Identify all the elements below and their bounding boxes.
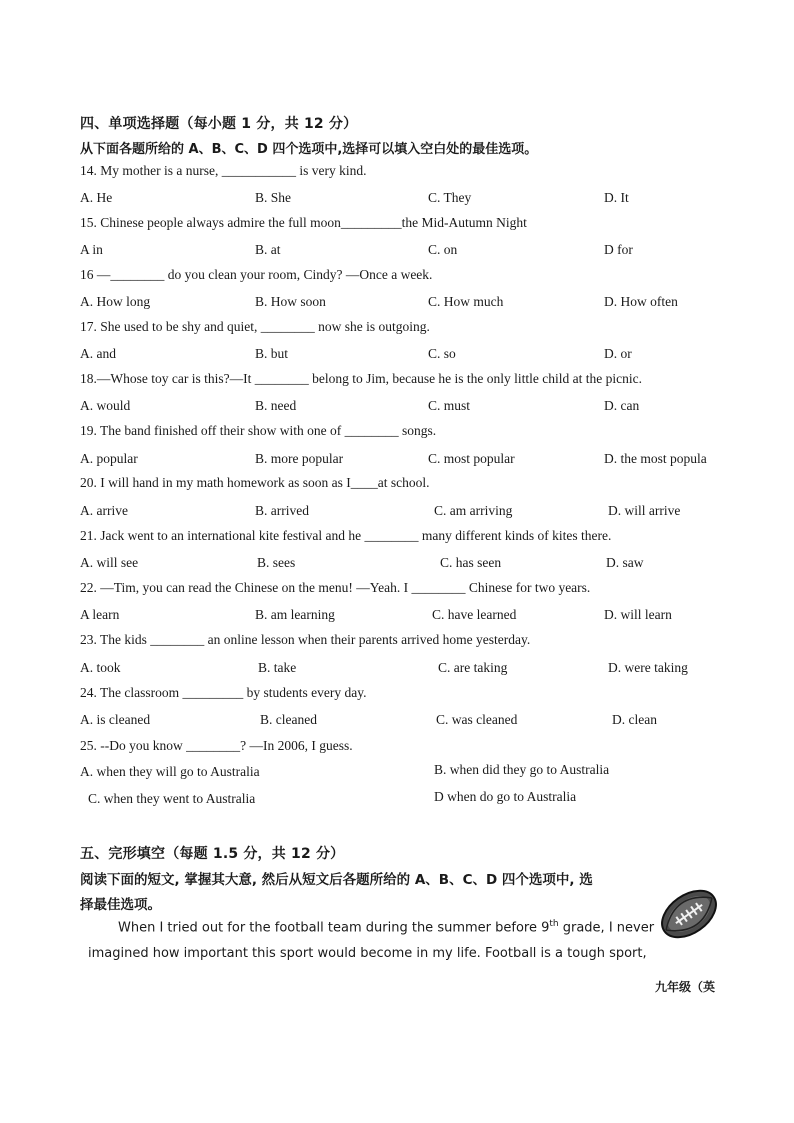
option-14-d: D. It [604, 190, 629, 205]
option-17-a: A. and [80, 346, 116, 361]
option-20-c: C. am arriving [434, 503, 513, 518]
option-16-a: A. How long [80, 294, 151, 309]
question-stem-14: 14. My mother is a nurse, ___________ is very kind. [80, 163, 367, 178]
passage-line-1a: When I tried out for the football team during the summer before 9 [118, 920, 550, 936]
option-17-c: C. so [428, 346, 456, 361]
question-stem-16: 16 —________ do you clean your room, Cindy? —Once a week. [80, 267, 433, 282]
passage-line-1 [118, 919, 654, 935]
section5-instruction-line1: 阅读下面的短文, 掌握其大意, 然后从短文后各题所给的 A、B、C、D 四个选项中, 选 [80, 872, 593, 888]
option-25-d: D when do go to Australia [434, 789, 577, 804]
section5-heading: 五、完形填空（每题 1.5 分，共 12 分） [80, 846, 345, 862]
question-stem-21: 21. Jack went to an international kite festival and he ________ many different kinds of kites there. [80, 528, 612, 543]
option-20-d: D. will arrive [608, 503, 681, 518]
option-21-b: B. sees [257, 555, 296, 570]
option-25-a: A. when they will go to Australia [80, 764, 260, 779]
section4-instruction: 从下面各题所给的 A、B、C、D 四个选项中,选择可以填入空白处的最佳选项。 [80, 142, 538, 157]
option-19-d: D. the most popula [604, 451, 707, 466]
option-22-c: C. have learned [432, 607, 517, 622]
passage-line-1b: grade, I never [558, 920, 655, 936]
option-22-d: D. will learn [604, 607, 672, 622]
question-stem-15: 15. Chinese people always admire the full moon_________the Mid-Autumn Night [80, 215, 527, 230]
option-19-a: A. popular [80, 451, 138, 466]
option-25-b: B. when did they go to Australia [434, 762, 610, 777]
section5-instruction-line2: 择最佳选项。 [80, 897, 161, 913]
option-21-c: C. has seen [440, 555, 502, 570]
option-23-b: B. take [258, 660, 297, 675]
option-14-c: C. They [428, 190, 472, 205]
option-21-a: A. will see [80, 555, 139, 570]
passage-superscript: th [549, 919, 559, 929]
option-24-c: C. was cleaned [436, 712, 518, 727]
question-stem-19: 19. The band finished off their show with one of ________ songs. [80, 423, 437, 438]
passage-line-2: imagined how important this sport would become in my life. Football is a tough sport, [88, 946, 647, 961]
option-18-b: B. need [255, 398, 297, 413]
option-22-b: B. am learning [255, 607, 335, 622]
option-24-b: B. cleaned [260, 712, 317, 727]
option-15-d: D for [604, 242, 633, 257]
football-icon [655, 880, 723, 948]
option-16-d: D. How often [604, 294, 678, 309]
question-stem-22: 22. —Tim, you can read the Chinese on the menu! —Yeah. I ________ Chinese for two years. [80, 580, 591, 595]
option-18-d: D. can [604, 398, 640, 413]
option-21-d: D. saw [606, 555, 644, 570]
option-23-c: C. are taking [438, 660, 508, 675]
question-stem-17: 17. She used to be shy and quiet, ________ now she is outgoing. [80, 319, 430, 334]
question-stem-20: 20. I will hand in my math homework as soon as I____at school. [80, 475, 430, 490]
option-23-d: D. were taking [608, 660, 688, 675]
option-22-a: A learn [80, 607, 120, 622]
option-16-c: C. How much [428, 294, 504, 309]
footer-label: 九年级（英 [655, 980, 716, 994]
option-19-c: C. most popular [428, 451, 515, 466]
option-17-b: B. but [255, 346, 289, 361]
question-stem-25: 25. --Do you know ________? —In 2006, I guess. [80, 738, 353, 753]
option-25-c: C. when they went to Australia [88, 791, 256, 806]
option-18-a: A. would [80, 398, 131, 413]
question-stem-24: 24. The classroom _________ by students every day. [80, 685, 367, 700]
option-19-b: B. more popular [255, 451, 344, 466]
option-16-b: B. How soon [255, 294, 326, 309]
option-24-a: A. is cleaned [80, 712, 151, 727]
section4-heading: 四、单项选择题（每小题 1 分，共 12 分） [80, 116, 358, 132]
question-stem-18: 18.—Whose toy car is this?—It ________ belong to Jim, because he is the only little child at the picnic. [80, 371, 643, 386]
option-20-b: B. arrived [255, 503, 309, 518]
option-18-c: C. must [428, 398, 471, 413]
option-14-b: B. She [255, 190, 292, 205]
option-14-a: A. He [80, 190, 113, 205]
question-stem-23: 23. The kids ________ an online lesson when their parents arrived home yesterday. [80, 632, 531, 647]
option-20-a: A. arrive [80, 503, 128, 518]
option-15-a: A in [80, 242, 103, 257]
option-24-d: D. clean [612, 712, 657, 727]
option-15-b: B. at [255, 242, 281, 257]
option-15-c: C. on [428, 242, 458, 257]
option-17-d: D. or [604, 346, 632, 361]
option-23-a: A. took [80, 660, 121, 675]
